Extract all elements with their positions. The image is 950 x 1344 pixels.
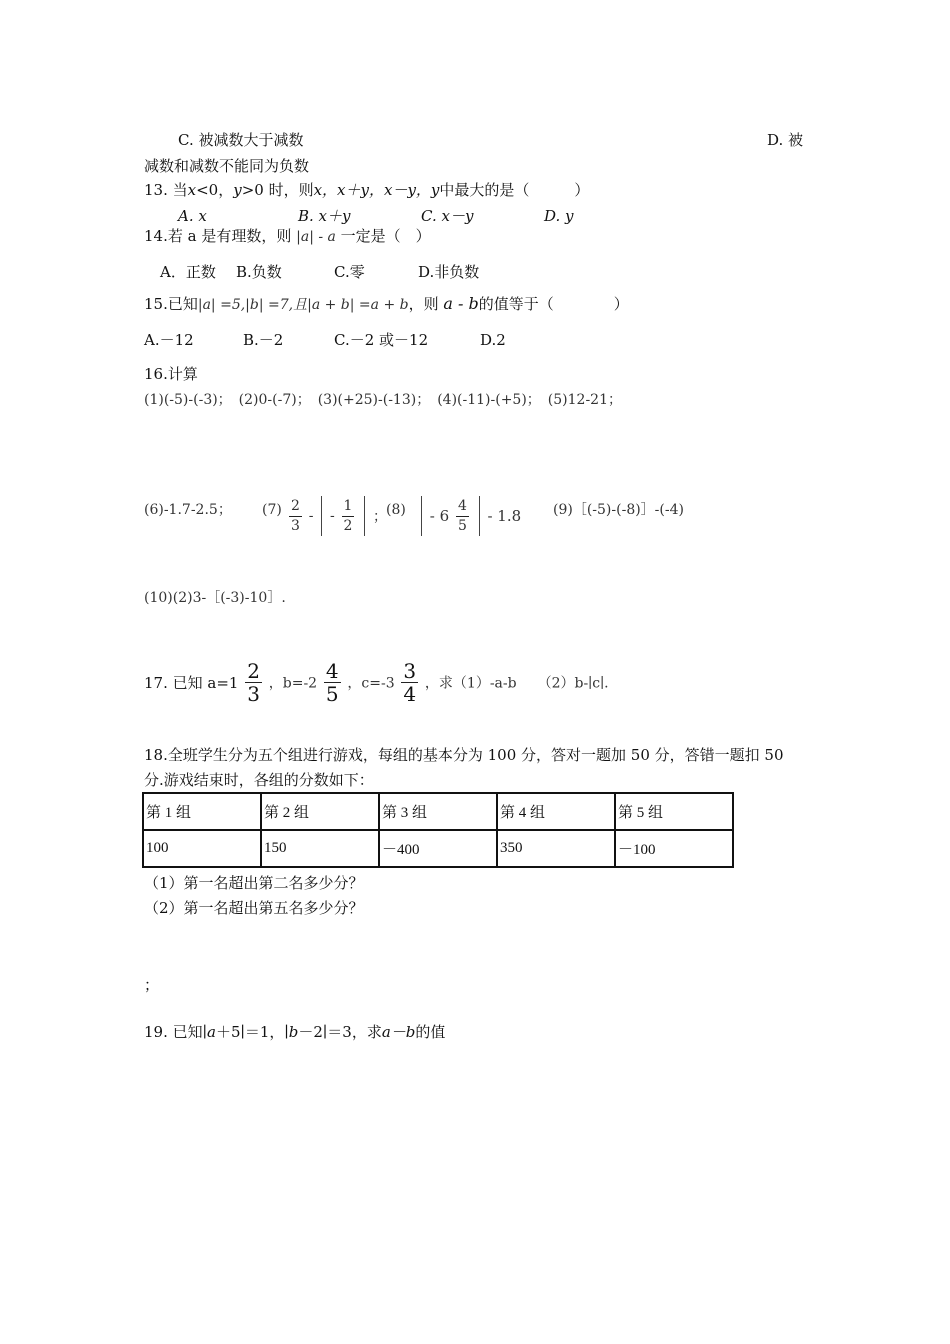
- var-x: x: [187, 181, 197, 199]
- q16-item-9: (9)［(-5)-(-8)］-(-4): [553, 502, 684, 518]
- q17-text: ，c=-3: [347, 675, 395, 692]
- denominator: 3: [291, 517, 300, 534]
- q15-option-b: B.－2: [243, 331, 284, 349]
- q13-text: <0，: [196, 181, 234, 199]
- q18-line-2: 分.游戏结束时，各组的分数如下：: [144, 771, 374, 789]
- q16-item-7-expression: [287, 496, 387, 536]
- table-header-row: [143, 793, 733, 830]
- q16-item-10: (10)(2)3-［(-3)-10］.: [144, 590, 286, 606]
- q19-text: －2∣＝3，求: [298, 1023, 382, 1041]
- numerator: 3: [403, 659, 417, 683]
- separator: ；: [373, 509, 387, 525]
- denominator: 5: [325, 682, 339, 706]
- q19-stem: [144, 1022, 445, 1042]
- fraction: [456, 497, 469, 536]
- abs-bar-right: [364, 496, 365, 536]
- fraction-a: [245, 660, 262, 705]
- table-cell: －100: [615, 830, 733, 867]
- q13-option-a: A. x: [178, 207, 207, 225]
- q15-stem: [144, 294, 629, 315]
- numerator: 1: [342, 497, 355, 517]
- q16-title: 16.计算: [144, 365, 198, 383]
- minus-sign: -: [330, 508, 335, 524]
- q16-row-1: (1)(-5)-(-3)； (2)0-(-7)； (3)(+25)-(-13)； (4)(-11)-(+5)； (5)12-21；: [144, 392, 622, 408]
- q13-text: 中最大的是（ ）: [439, 181, 590, 199]
- fraction: [342, 497, 355, 536]
- q14-text: 14.若 a 是有理数，则: [144, 227, 292, 245]
- table-header-cell: 第 4 组: [497, 793, 615, 830]
- abs-bar-left: [421, 496, 422, 536]
- q15-text: 15.已知: [144, 295, 198, 313]
- whole-part: - 6: [429, 507, 450, 525]
- q13-option-c: C. x－y: [421, 207, 474, 225]
- q19-text: 19. 已知∣: [144, 1023, 207, 1041]
- numerator: 4: [325, 659, 339, 683]
- q13-option-b: B. x＋y: [298, 207, 351, 225]
- table-cell: 350: [497, 830, 615, 867]
- fraction-b: [324, 660, 341, 705]
- numerator: 4: [456, 497, 469, 517]
- q18-sub-question-2: （2）第一名超出第五名多少分？: [144, 899, 364, 917]
- minus-sign: -: [308, 508, 314, 524]
- q17-stem: [144, 660, 609, 705]
- q13-option-d: D. y: [544, 207, 574, 225]
- q17-text: ，b=-2: [268, 675, 318, 692]
- denominator: 4: [403, 682, 417, 706]
- tail: - 1.8: [487, 507, 522, 525]
- q17-text: 17. 已知 a=1: [144, 674, 239, 692]
- q13-text: >0 时，则: [241, 181, 314, 199]
- numerator: 2: [289, 497, 302, 517]
- denominator: 5: [457, 517, 467, 534]
- var-b: b: [288, 1023, 299, 1041]
- q14-stem: [144, 226, 431, 247]
- denominator: 3: [247, 682, 260, 706]
- fraction: [289, 497, 302, 536]
- q19-expression: a－b: [381, 1023, 416, 1041]
- q16-item-7-label: (7): [262, 502, 282, 518]
- q14-text: 一定是（ ）: [340, 227, 431, 245]
- abs-bar-left: [321, 496, 322, 536]
- q16-item-6: (6)-1.7-2.5；: [144, 502, 232, 518]
- q16-item-8-expression: [418, 496, 521, 536]
- q15-option-d: D.2: [480, 331, 506, 349]
- denominator: 2: [343, 517, 353, 534]
- q17-text: ，求（1）-a-b （2）b-∣c∣.: [424, 675, 609, 692]
- q15-expression: a - b: [443, 294, 479, 313]
- q12-option-c: C. 被减数大于减数: [178, 131, 304, 149]
- q15-text: ，则: [408, 295, 439, 313]
- q14-option-d: D.非负数: [418, 263, 480, 281]
- q13-stem: [144, 180, 589, 200]
- table-header-cell: 第 1 组: [143, 793, 261, 830]
- q14-option-b: B.负数: [236, 263, 282, 281]
- q16-item-8-label: (8): [386, 502, 406, 518]
- q14-expression: |a| - a: [296, 229, 336, 245]
- table-header-cell: 第 5 组: [615, 793, 733, 830]
- table-cell: 100: [143, 830, 261, 867]
- abs-bar-right: [479, 496, 480, 536]
- score-table: [142, 792, 734, 868]
- q15-option-a: A.－12: [144, 331, 194, 349]
- table-header-cell: 第 3 组: [379, 793, 497, 830]
- table-cell: －400: [379, 830, 497, 867]
- q19-text: 的值: [415, 1023, 446, 1041]
- var-a: a: [207, 1023, 216, 1041]
- q13-expression-list: x，x＋y，x－y，y: [313, 181, 440, 199]
- stray-semicolon: ；: [144, 976, 160, 994]
- q15-text: 的值等于（ ）: [478, 295, 629, 313]
- q15-option-c: C.－2 或－12: [334, 331, 429, 349]
- numerator: 2: [247, 659, 260, 683]
- q12-option-d-continued: 减数和减数不能同为负数: [144, 157, 310, 175]
- q18-line-1: 18.全班学生分为五个组进行游戏，每组的基本分为 100 分，答对一题加 50 分，答错一题扣 50: [144, 746, 784, 764]
- q12-option-d: D. 被: [767, 131, 804, 149]
- table-header-cell: 第 2 组: [261, 793, 379, 830]
- q14-option-a: A．正数: [160, 263, 216, 281]
- q13-text: 13. 当: [144, 181, 188, 199]
- fraction-c: [401, 660, 418, 705]
- q18-sub-question-1: （1）第一名超出第二名多少分？: [144, 874, 364, 892]
- q15-condition: |a| =5,|b| =7,且|a + b| =a + b: [197, 297, 409, 313]
- q19-text: ＋5∣＝1，∣: [215, 1023, 289, 1041]
- q14-option-c: C.零: [334, 263, 365, 281]
- table-cell: 150: [261, 830, 379, 867]
- var-y: y: [233, 181, 242, 199]
- table-row: [143, 830, 733, 867]
